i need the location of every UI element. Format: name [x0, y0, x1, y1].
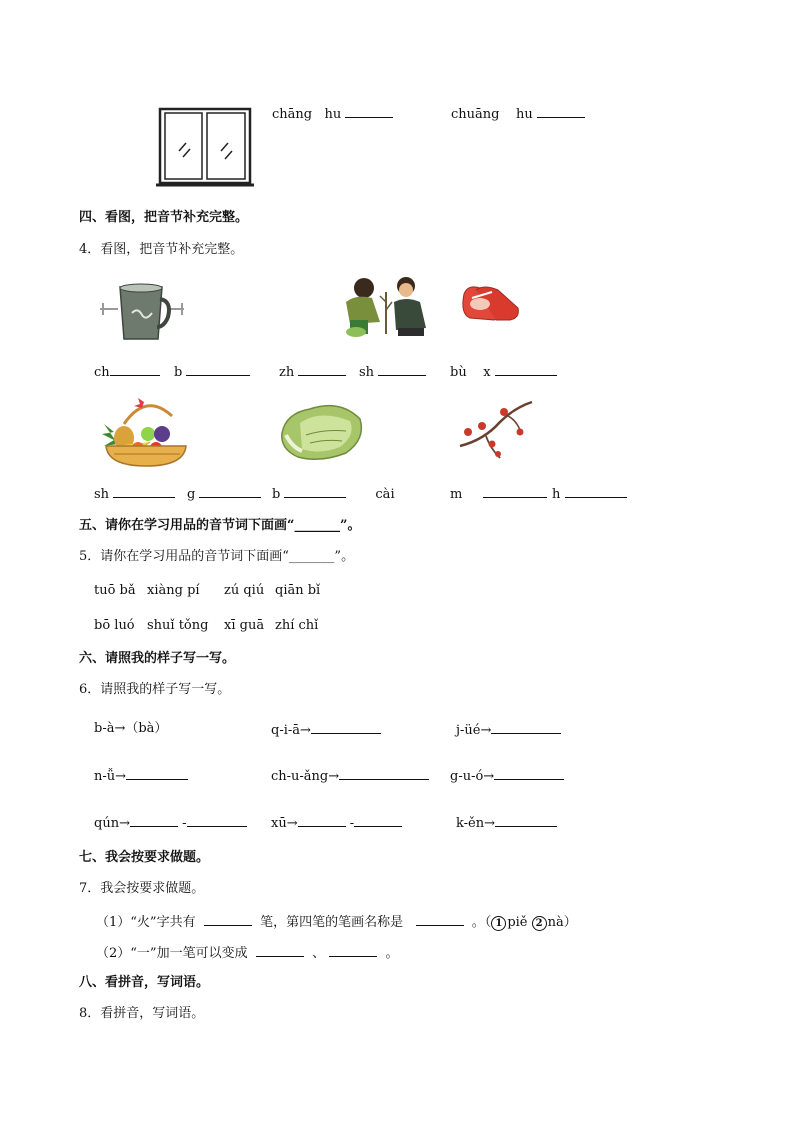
- word-option[interactable]: zhí chǐ: [275, 618, 319, 633]
- answer-blank[interactable]: [298, 814, 346, 827]
- children-planting-image: [336, 272, 436, 342]
- answer-blank[interactable]: [311, 721, 381, 734]
- answer-blank[interactable]: [204, 913, 252, 926]
- answer-blank[interactable]: [378, 363, 426, 376]
- answer-blank[interactable]: [491, 721, 561, 734]
- section-heading-6: 六、请照我的样子写一写。: [79, 651, 236, 666]
- pinyin-cabbage: b cài: [272, 487, 395, 502]
- answer-blank[interactable]: [483, 485, 547, 498]
- answer-blank[interactable]: [113, 485, 175, 498]
- spell-item: xū→ -: [271, 814, 402, 832]
- window-pinyin-left: chāng hu: [272, 105, 393, 123]
- answer-blank[interactable]: [494, 767, 564, 780]
- pinyin-basket-2: g: [187, 485, 261, 503]
- answer-blank[interactable]: [110, 363, 160, 376]
- spell-item: g-u-ó→: [450, 767, 564, 785]
- word-option[interactable]: shuǐ tǒng: [147, 618, 209, 633]
- answer-blank[interactable]: [126, 767, 188, 780]
- option-number-1: 1: [491, 916, 506, 931]
- word-option[interactable]: qiān bǐ: [275, 583, 321, 598]
- spell-item: k-ěn→: [456, 814, 557, 832]
- section-heading-4: 四、看图，把音节补充完整。: [79, 210, 249, 225]
- answer-blank[interactable]: [187, 814, 247, 827]
- pinyin-plant-1: zh: [279, 363, 346, 381]
- pinyin-shoes: bù x: [450, 363, 557, 381]
- word-option[interactable]: zú qiú: [224, 583, 265, 598]
- answer-blank[interactable]: [537, 105, 585, 118]
- pinyin-basket-1: sh: [94, 485, 175, 503]
- pinyin-cup-1: ch: [94, 363, 160, 381]
- answer-blank[interactable]: [416, 913, 464, 926]
- answer-blank[interactable]: [284, 485, 346, 498]
- answer-blank[interactable]: [199, 485, 261, 498]
- sub-question-7-1: （1）“火”字共有 笔，第四笔的笔画名称是 。（ 1 piě 2 nà）: [96, 915, 577, 930]
- answer-blank[interactable]: [354, 814, 402, 827]
- section-heading-7: 七、我会按要求做题。: [79, 850, 210, 865]
- spell-item: qún→ -: [94, 814, 247, 832]
- spell-item: n-ǚ→: [94, 767, 188, 785]
- answer-blank[interactable]: [339, 767, 429, 780]
- spell-item: ch-u-ǎng→: [271, 767, 429, 785]
- section-heading-5: 五、请你在学习用品的音节词下面画“_______”。: [79, 518, 361, 533]
- question-4: 4．看图，把音节补充完整。: [79, 242, 244, 257]
- red-shoes-image: [458, 278, 524, 328]
- word-option[interactable]: xiàng pí: [147, 583, 200, 598]
- question-7: 7．我会按要求做题。: [79, 881, 205, 896]
- answer-blank[interactable]: [298, 363, 346, 376]
- window-pinyin-right: chuāng hu: [451, 105, 585, 123]
- pinyin-blossom-1: m: [450, 485, 547, 503]
- pinyin-cup-2: b: [174, 363, 250, 381]
- sub-question-7-2: （2）“一”加一笔可以变成 、 。: [96, 946, 399, 961]
- answer-blank[interactable]: [345, 105, 393, 118]
- answer-blank[interactable]: [256, 944, 304, 957]
- answer-blank[interactable]: [186, 363, 250, 376]
- question-5: 5．请你在学习用品的音节词下面画“_______”。: [79, 549, 355, 564]
- word-option[interactable]: tuō bǎ: [94, 583, 136, 598]
- example-item: b-à→（bà）: [94, 721, 168, 736]
- answer-blank[interactable]: [495, 363, 557, 376]
- plum-blossom-image: [456, 398, 540, 462]
- pinyin-plant-2: sh: [359, 363, 426, 381]
- answer-blank[interactable]: [565, 485, 627, 498]
- word-option[interactable]: bō luó: [94, 618, 135, 633]
- cup-image: [100, 283, 190, 343]
- spell-item: q-i-ā→: [271, 721, 381, 739]
- question-8: 8．看拼音，写词语。: [79, 1006, 205, 1021]
- window-illustration: [156, 107, 256, 189]
- question-6: 6．请照我的样子写一写。: [79, 682, 231, 697]
- option-number-2: 2: [532, 916, 547, 931]
- fruit-basket-image: [100, 396, 192, 468]
- answer-blank[interactable]: [495, 814, 557, 827]
- section-heading-8: 八、看拼音，写词语。: [79, 975, 210, 990]
- word-option[interactable]: xī guā: [224, 618, 265, 633]
- pinyin-blossom-2: h: [552, 485, 627, 503]
- cabbage-image: [280, 399, 364, 461]
- answer-blank[interactable]: [130, 814, 178, 827]
- answer-blank[interactable]: [329, 944, 377, 957]
- spell-item: j-üé→: [456, 721, 561, 739]
